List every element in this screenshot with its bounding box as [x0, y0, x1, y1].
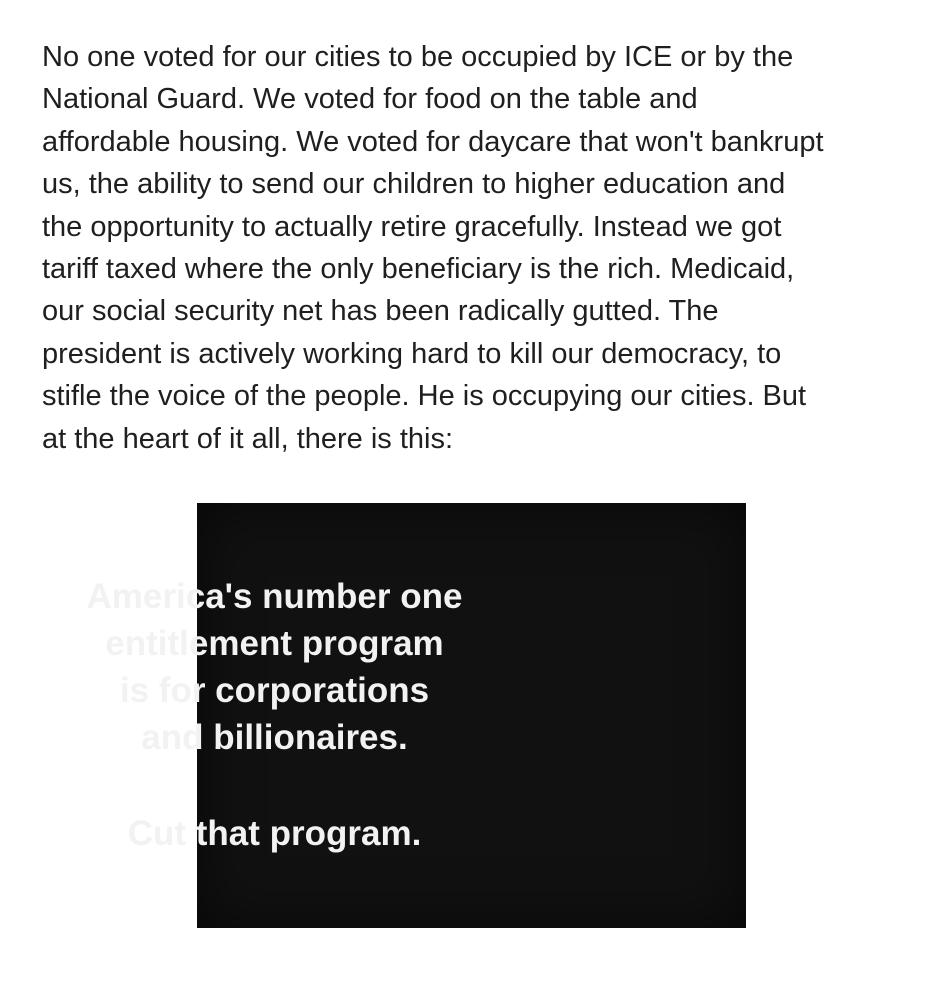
- quote-line: entitlement program: [105, 624, 444, 663]
- quote-line: America's number one: [86, 577, 463, 616]
- quote-line: is for corporations: [119, 671, 430, 710]
- quote-image-text: [0, 573, 549, 761]
- post-body-line: National Guard. We voted for food on the table and: [42, 83, 698, 116]
- post-body-line: the opportunity to actually retire gracefully. Instead we got: [42, 210, 782, 243]
- quote-line: and billionaires.: [141, 718, 408, 757]
- post-body-text: [42, 36, 902, 460]
- post-body-line: No one voted for our cities to be occupied by ICE or by the: [42, 41, 794, 73]
- post-body-line: president is actively working hard to kill our democracy, to: [42, 337, 782, 370]
- post-body-line: at the heart of it all, there is this:: [42, 422, 454, 455]
- post-body-line: tariff taxed where the only beneficiary is the rich. Medicaid,: [42, 253, 795, 286]
- post-body-line: us, the ability to send our children to higher education and: [42, 168, 786, 201]
- post-body-line: affordable housing. We voted for daycare that won't bankrupt: [42, 125, 824, 158]
- post-body-line: stifle the voice of the people. He is occupying our cities. But: [42, 380, 807, 413]
- post-body-line: our social security net has been radically gutted. The: [42, 295, 719, 328]
- quote-call-to-action: Cut that program.: [127, 814, 422, 853]
